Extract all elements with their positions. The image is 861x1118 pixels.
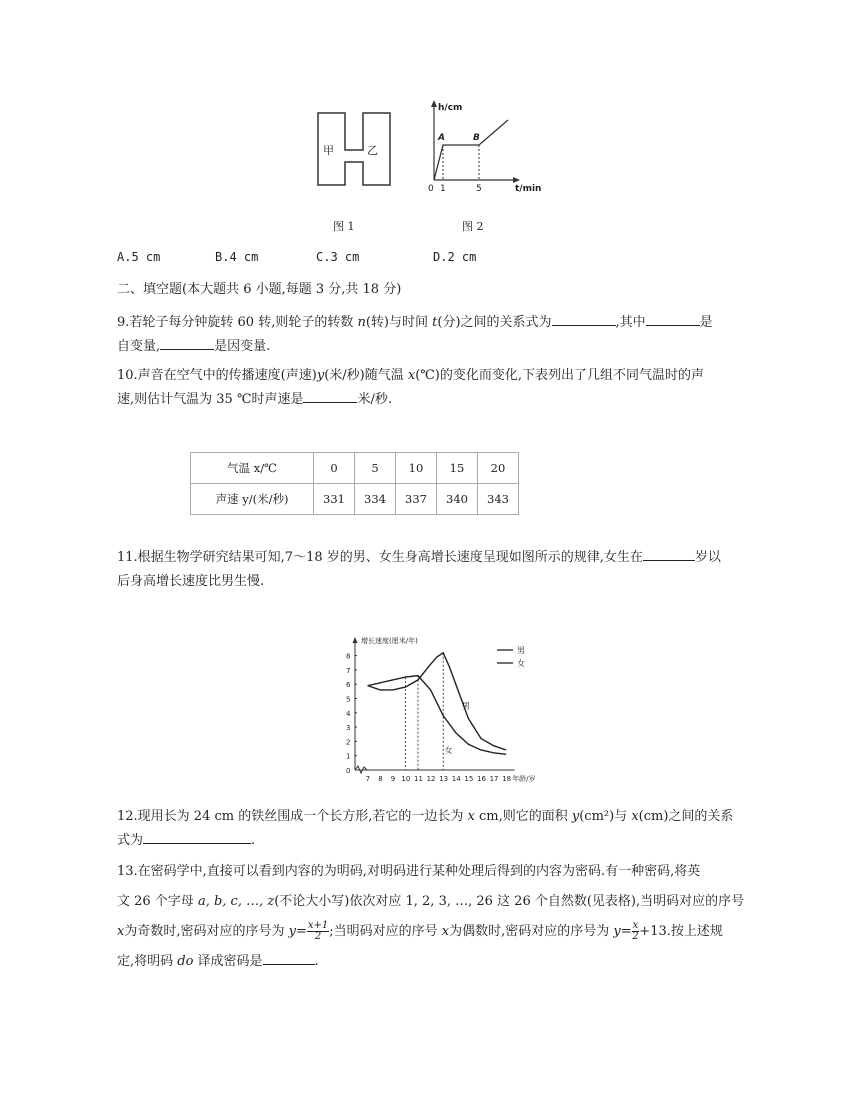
option-a: A.5 cm <box>117 250 161 264</box>
y-tick-label: 5 <box>346 695 351 704</box>
fig1-label-yi: 乙 <box>367 144 378 157</box>
y-tick-label: 4 <box>346 709 351 718</box>
x-tick-label: 16 <box>477 775 486 783</box>
y-tick-label: 2 <box>346 738 351 747</box>
table-cell: 331 <box>314 484 355 515</box>
answer-blank <box>143 829 251 844</box>
option-d: D.2 cm <box>433 250 477 264</box>
fig1-label-jia: 甲 <box>323 144 334 157</box>
table-row <box>191 453 519 484</box>
table-cell: 10 <box>396 453 437 484</box>
answer-blank <box>160 335 214 350</box>
table-cell: 334 <box>355 484 396 515</box>
fraction-even: $\frac{x}{2}$ <box>632 920 639 942</box>
fig2-tick-5: 5 <box>476 184 482 194</box>
option-c: C.3 cm <box>316 250 360 264</box>
x-tick-label: 18 <box>502 775 512 783</box>
figure-1 <box>315 110 395 188</box>
fig2-point-a: A <box>438 133 445 143</box>
legend-label: 女 <box>517 659 525 668</box>
table-row <box>191 484 519 515</box>
y-tick-label: 3 <box>346 724 351 733</box>
y-tick-label: 6 <box>346 681 351 690</box>
question-12: 12.现用长为 24 cm 的铁丝围成一个长方形,若它的一边长为 x cm,则它的面积 y(cm²)与 x(cm)之间的关系 式为 . <box>117 809 734 848</box>
fig2-graph-line <box>434 120 508 180</box>
y-tick-label: 8 <box>346 652 351 661</box>
x-tick-label: 17 <box>489 775 499 783</box>
section-heading: 二、填空题(本大题共 6 小题,每题 3 分,共 18 分) <box>117 282 402 297</box>
y-tick-label: 0 <box>346 767 351 775</box>
x-tick-label: 14 <box>451 775 461 783</box>
table-cell: 20 <box>478 453 519 484</box>
y-axis-arrow <box>353 637 358 643</box>
answer-blank <box>552 311 616 326</box>
y-axis-label: 增长速度(厘米/年) <box>361 637 418 646</box>
fig2-caption: 图 2 <box>462 220 484 233</box>
answer-blank <box>643 546 695 561</box>
answer-blank <box>303 388 357 403</box>
question-10: 10.声音在空气中的传播速度(声速)y(米/秒)随气温 x(℃)的变化而变化,下表列出了几组不同气温时的声 速,则估计气温为 35 ℃时声速是 米/秒. <box>117 368 705 407</box>
fig2-x-arrow <box>513 177 520 183</box>
fig1-caption: 图 1 <box>333 220 355 233</box>
question-11: 11.根据生物学研究结果可知,7～18 岁的男、女生身高增长速度呈现如图所示的规律,女生在 岁以 后身高增长速度比男生慢. <box>117 546 747 594</box>
table-cell: 337 <box>396 484 437 515</box>
series-line-girls <box>368 676 507 755</box>
curve-label-girls: 女 <box>444 745 453 755</box>
question-9: 9.若轮子每分钟旋转 60 转,则轮子的转数 n(转)与时间 t(分)之间的关系式为 ,其中 是 自变量, 是因变量. <box>117 311 747 359</box>
x-tick-label: 7 <box>365 775 371 783</box>
legend-label: 男 <box>517 646 525 655</box>
fig2-point-b: B <box>473 133 480 143</box>
x-tick-label: 11 <box>414 775 423 783</box>
curve-label-boys: 男 <box>462 701 471 711</box>
x-axis-label: 年龄/岁 <box>512 775 536 783</box>
option-b: B.4 cm <box>215 250 259 264</box>
x-tick-label: 9 <box>390 775 396 783</box>
x-tick-label: 12 <box>426 775 436 783</box>
table-cell: 340 <box>437 484 478 515</box>
x-tick-label: 10 <box>401 775 411 783</box>
fig2-tick-1: 1 <box>440 184 446 194</box>
table-cell: 0 <box>314 453 355 484</box>
speed-table <box>190 452 519 515</box>
x-tick-label: 13 <box>439 775 449 783</box>
table-header-cell: 气温 x/℃ <box>191 453 314 484</box>
fig2-y-arrow <box>431 100 437 107</box>
table-cell: 343 <box>478 484 519 515</box>
y-tick-label: 1 <box>346 752 351 761</box>
fig2-origin: 0 <box>428 184 434 194</box>
table-header-cell: 声速 y/(米/秒) <box>191 484 314 515</box>
y-tick-label: 7 <box>346 666 351 675</box>
x-tick-label: 15 <box>464 775 474 783</box>
fraction-odd: $\frac{x+1}{2}$ <box>307 920 329 942</box>
answer-blank <box>646 311 700 326</box>
table-cell: 5 <box>355 453 396 484</box>
table-cell: 15 <box>437 453 478 484</box>
question-13: 13.在密码学中,直接可以看到内容的为明码,对明码进行某种处理后得到的内容为密码.有一种密码,将英 文 26 个字母 a, b, c, …, z(不论大小写)依次对应 1, 2, 3, …, 26 这 26 个自然数(见表格),当明码对应的序号 x为奇数时,密码对应的序号为 y= $\frac{x+1}{2}$ ;当明码对应的序号 x为偶数时,密码对应的序号为 y= $\frac{x}{2}$ +13.按上述规 定,将明码 do 译成密码是 . <box>117 864 745 969</box>
fig2-y-label: h/cm <box>438 103 463 113</box>
figure-2 <box>420 98 545 196</box>
answer-blank <box>263 950 315 965</box>
fig2-x-label: t/min <box>515 184 542 194</box>
x-tick-label: 8 <box>378 775 383 783</box>
growth-speed-chart <box>325 628 540 788</box>
